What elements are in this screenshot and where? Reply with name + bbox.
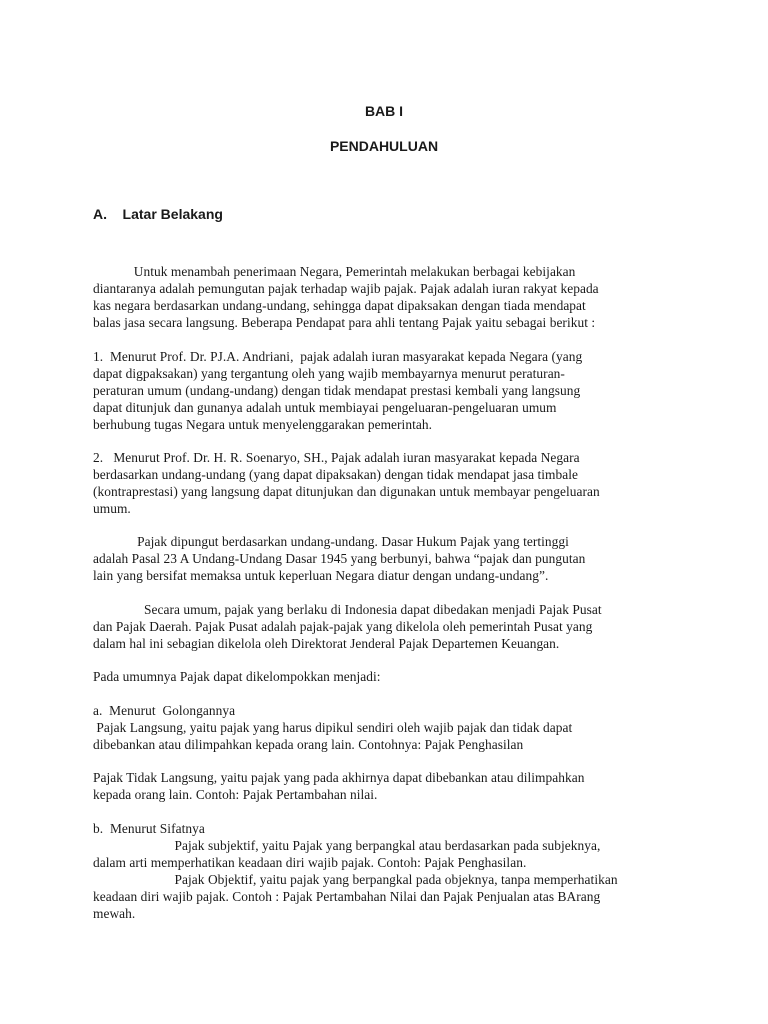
text-line: Pajak Langsung, yaitu pajak yang harus dipikul sendiri oleh wajib pajak dan tidak dapat: [93, 720, 573, 735]
text-line: Untuk menambah penerimaan Negara, Pemerintah melakukan berbagai kebijakan: [93, 264, 576, 279]
text-line: dan Pajak Daerah. Pajak Pusat adalah pajak-pajak yang dikelola oleh pemerintah Pusat yang: [93, 619, 593, 634]
intro-paragraph: [93, 263, 683, 331]
group-b-block: [93, 820, 683, 922]
chapter-heading: BAB I: [364, 103, 404, 119]
text-line: berdasarkan undang-undang (yang dapat dipaksakan) dengan tidak mendapat jasa timbale: [93, 467, 578, 482]
section-heading-latar-belakang: A. Latar Belakang: [93, 206, 223, 222]
text-line: Secara umum, pajak yang berlaku di Indonesia dapat dibedakan menjadi Pajak Pusat: [93, 602, 602, 617]
general-tax-paragraph: [93, 601, 683, 652]
text-line: mewah.: [93, 906, 136, 921]
text-line: dapat digpaksakan) yang tergantung oleh yang wajib membayarnya menurut peraturan-: [93, 366, 565, 381]
indirect-tax-paragraph: [93, 769, 683, 803]
text-line: kepada orang lain. Contoh: Pajak Pertambahan nilai.: [93, 787, 378, 802]
text-line: lain yang bersifat memaksa untuk keperluan Negara diatur dengan undang-undang”.: [93, 568, 549, 583]
text-line: Pajak subjektif, yaitu Pajak yang berpangkal atau berdasarkan pada subjeknya,: [93, 838, 601, 853]
text-line: dibebankan atau dilimpahkan kepada orang lain. Contohnya: Pajak Penghasilan: [93, 737, 524, 752]
text-line: kas negara berdasarkan undang-undang, sehingga dapat dipaksakan dengan tiada mendapat: [93, 298, 586, 313]
text-line: (kontraprestasi) yang langsung dapat ditunjukan dan digunakan untuk membayar pengeluaran: [93, 484, 600, 499]
text-line: Pada umumnya Pajak dapat dikelompokkan menjadi:: [93, 669, 381, 684]
text-line: dapat ditunjuk dan gunanya adalah untuk membiayai pengeluaran-pengeluaran umum: [93, 400, 557, 415]
group-a-heading: a. Menurut Golongannya: [93, 703, 236, 718]
legal-basis-paragraph: [93, 533, 683, 584]
text-line: diantaranya adalah pemungutan pajak terhadap wajib pajak. Pajak adalah iuran rakyat kepada: [93, 281, 599, 296]
text-line: Pajak dipungut berdasarkan undang-undang. Dasar Hukum Pajak yang tertinggi: [93, 534, 569, 549]
opinion-soenaryo-paragraph: [93, 449, 683, 517]
group-a-block: [93, 702, 683, 753]
text-line: 1. Menurut Prof. Dr. PJ.A. Andriani, pajak adalah iuran masyarakat kepada Negara (yang: [93, 349, 583, 364]
opinion-andriani-paragraph: [93, 348, 683, 433]
text-line: dalam arti memperhatikan keadaan diri wajib pajak. Contoh: Pajak Penghasilan.: [93, 855, 527, 870]
text-line: keadaan diri wajib pajak. Contoh : Pajak Pertambahan Nilai dan Pajak Penjualan atas BArang: [93, 889, 601, 904]
grouping-intro: [93, 668, 683, 685]
text-line: balas jasa secara langsung. Beberapa Pendapat para ahli tentang Pajak yaitu sebagai berikut :: [93, 315, 596, 330]
group-b-heading: b. Menurut Sifatnya: [93, 821, 205, 836]
text-line: umum.: [93, 501, 131, 516]
text-line: Pajak Objektif, yaitu pajak yang berpangkal pada objeknya, tanpa memperhatikan: [93, 872, 618, 887]
text-line: Pajak Tidak Langsung, yaitu pajak yang pada akhirnya dapat dibebankan atau dilimpahkan: [93, 770, 585, 785]
chapter-title: PENDAHULUAN: [329, 138, 439, 154]
text-line: peraturan umum (undang-undang) dengan tidak mendapat prestasi kembali yang langsung: [93, 383, 581, 398]
text-line: adalah Pasal 23 A Undang-Undang Dasar 1945 yang berbunyi, bahwa “pajak dan pungutan: [93, 551, 586, 566]
text-line: berhubung tugas Negara untuk menyelenggarakan pemerintah.: [93, 417, 432, 432]
text-line: dalam hal ini sebagian dikelola oleh Direktorat Jenderal Pajak Departemen Keuangan.: [93, 636, 560, 651]
text-line: 2. Menurut Prof. Dr. H. R. Soenaryo, SH., Pajak adalah iuran masyarakat kepada Negara: [93, 450, 580, 465]
